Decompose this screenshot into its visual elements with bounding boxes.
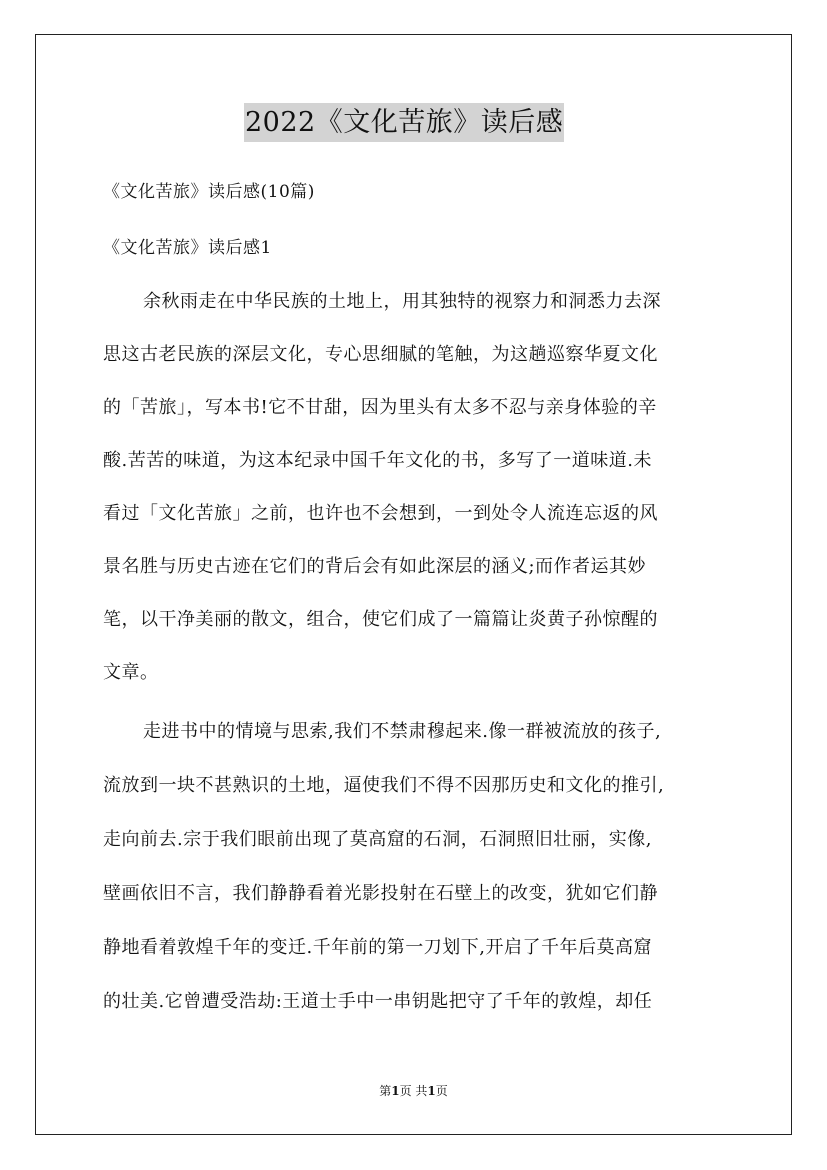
paragraph-line: 的「苦旅」，写本书!它不甘甜，因为里头有太多不忍与亲身体验的辛 — [103, 397, 657, 418]
footer-suffix: 页 — [435, 1084, 448, 1098]
paragraph-line: 静地看着敦煌千年的变迁.千年前的第一刀划下,开启了千年后莫高窟 — [103, 937, 652, 958]
paragraph-line: 景名胜与历史古迹在它们的背后会有如此深层的涵义;而作者运其妙 — [103, 556, 647, 577]
collection-subheading: 《文化苦旅》读后感(10篇) — [103, 182, 315, 202]
page-footer — [0, 1083, 827, 1099]
paragraph-line: 酸.苦苦的味道，为这本纪录中国千年文化的书，多写了一道味道.未 — [103, 450, 652, 471]
paragraph-line: 笔，以干净美丽的散文，组合，使它们成了一篇篇让炎黄子孙惊醒的 — [103, 609, 658, 630]
paragraph-line: 余秋雨走在中华民族的土地上，用其独特的视察力和洞悉力去深 — [143, 291, 661, 312]
paragraph-line: 思这古老民族的深层文化，专心思细腻的笔触，为这趟巡察华夏文化 — [103, 344, 658, 365]
paragraph-line: 走进书中的情境与思索,我们不禁肃穆起来.像一群被流放的孩子, — [143, 721, 662, 742]
paragraph-line: 的壮美.它曾遭受浩劫:王道士手中一串钥匙把守了千年的敦煌，却任 — [103, 991, 653, 1012]
paragraph-line: 流放到一块不甚熟识的土地，逼使我们不得不因那历史和文化的推引, — [103, 775, 665, 796]
footer-prefix: 第 — [379, 1084, 392, 1098]
article-subheading: 《文化苦旅》读后感1 — [103, 238, 272, 258]
paragraph-line: 走向前去.宗于我们眼前出现了莫高窟的石洞，石洞照旧壮丽，实像, — [103, 829, 652, 850]
paragraph-line: 看过「文化苦旅」之前，也许也不会想到，一到处令人流连忘返的风 — [103, 503, 658, 524]
footer-page-number: 1 — [391, 1084, 400, 1098]
document-title: 2022《文化苦旅》读后感 — [244, 103, 564, 142]
paragraph-line: 壁画依旧不言，我们静静看着光影投射在石壁上的改变，犹如它们静 — [103, 883, 658, 904]
footer-page-total: 1 — [427, 1084, 436, 1098]
footer-mid: 页 共 — [399, 1084, 428, 1098]
paragraph-line: 文章。 — [103, 662, 159, 683]
